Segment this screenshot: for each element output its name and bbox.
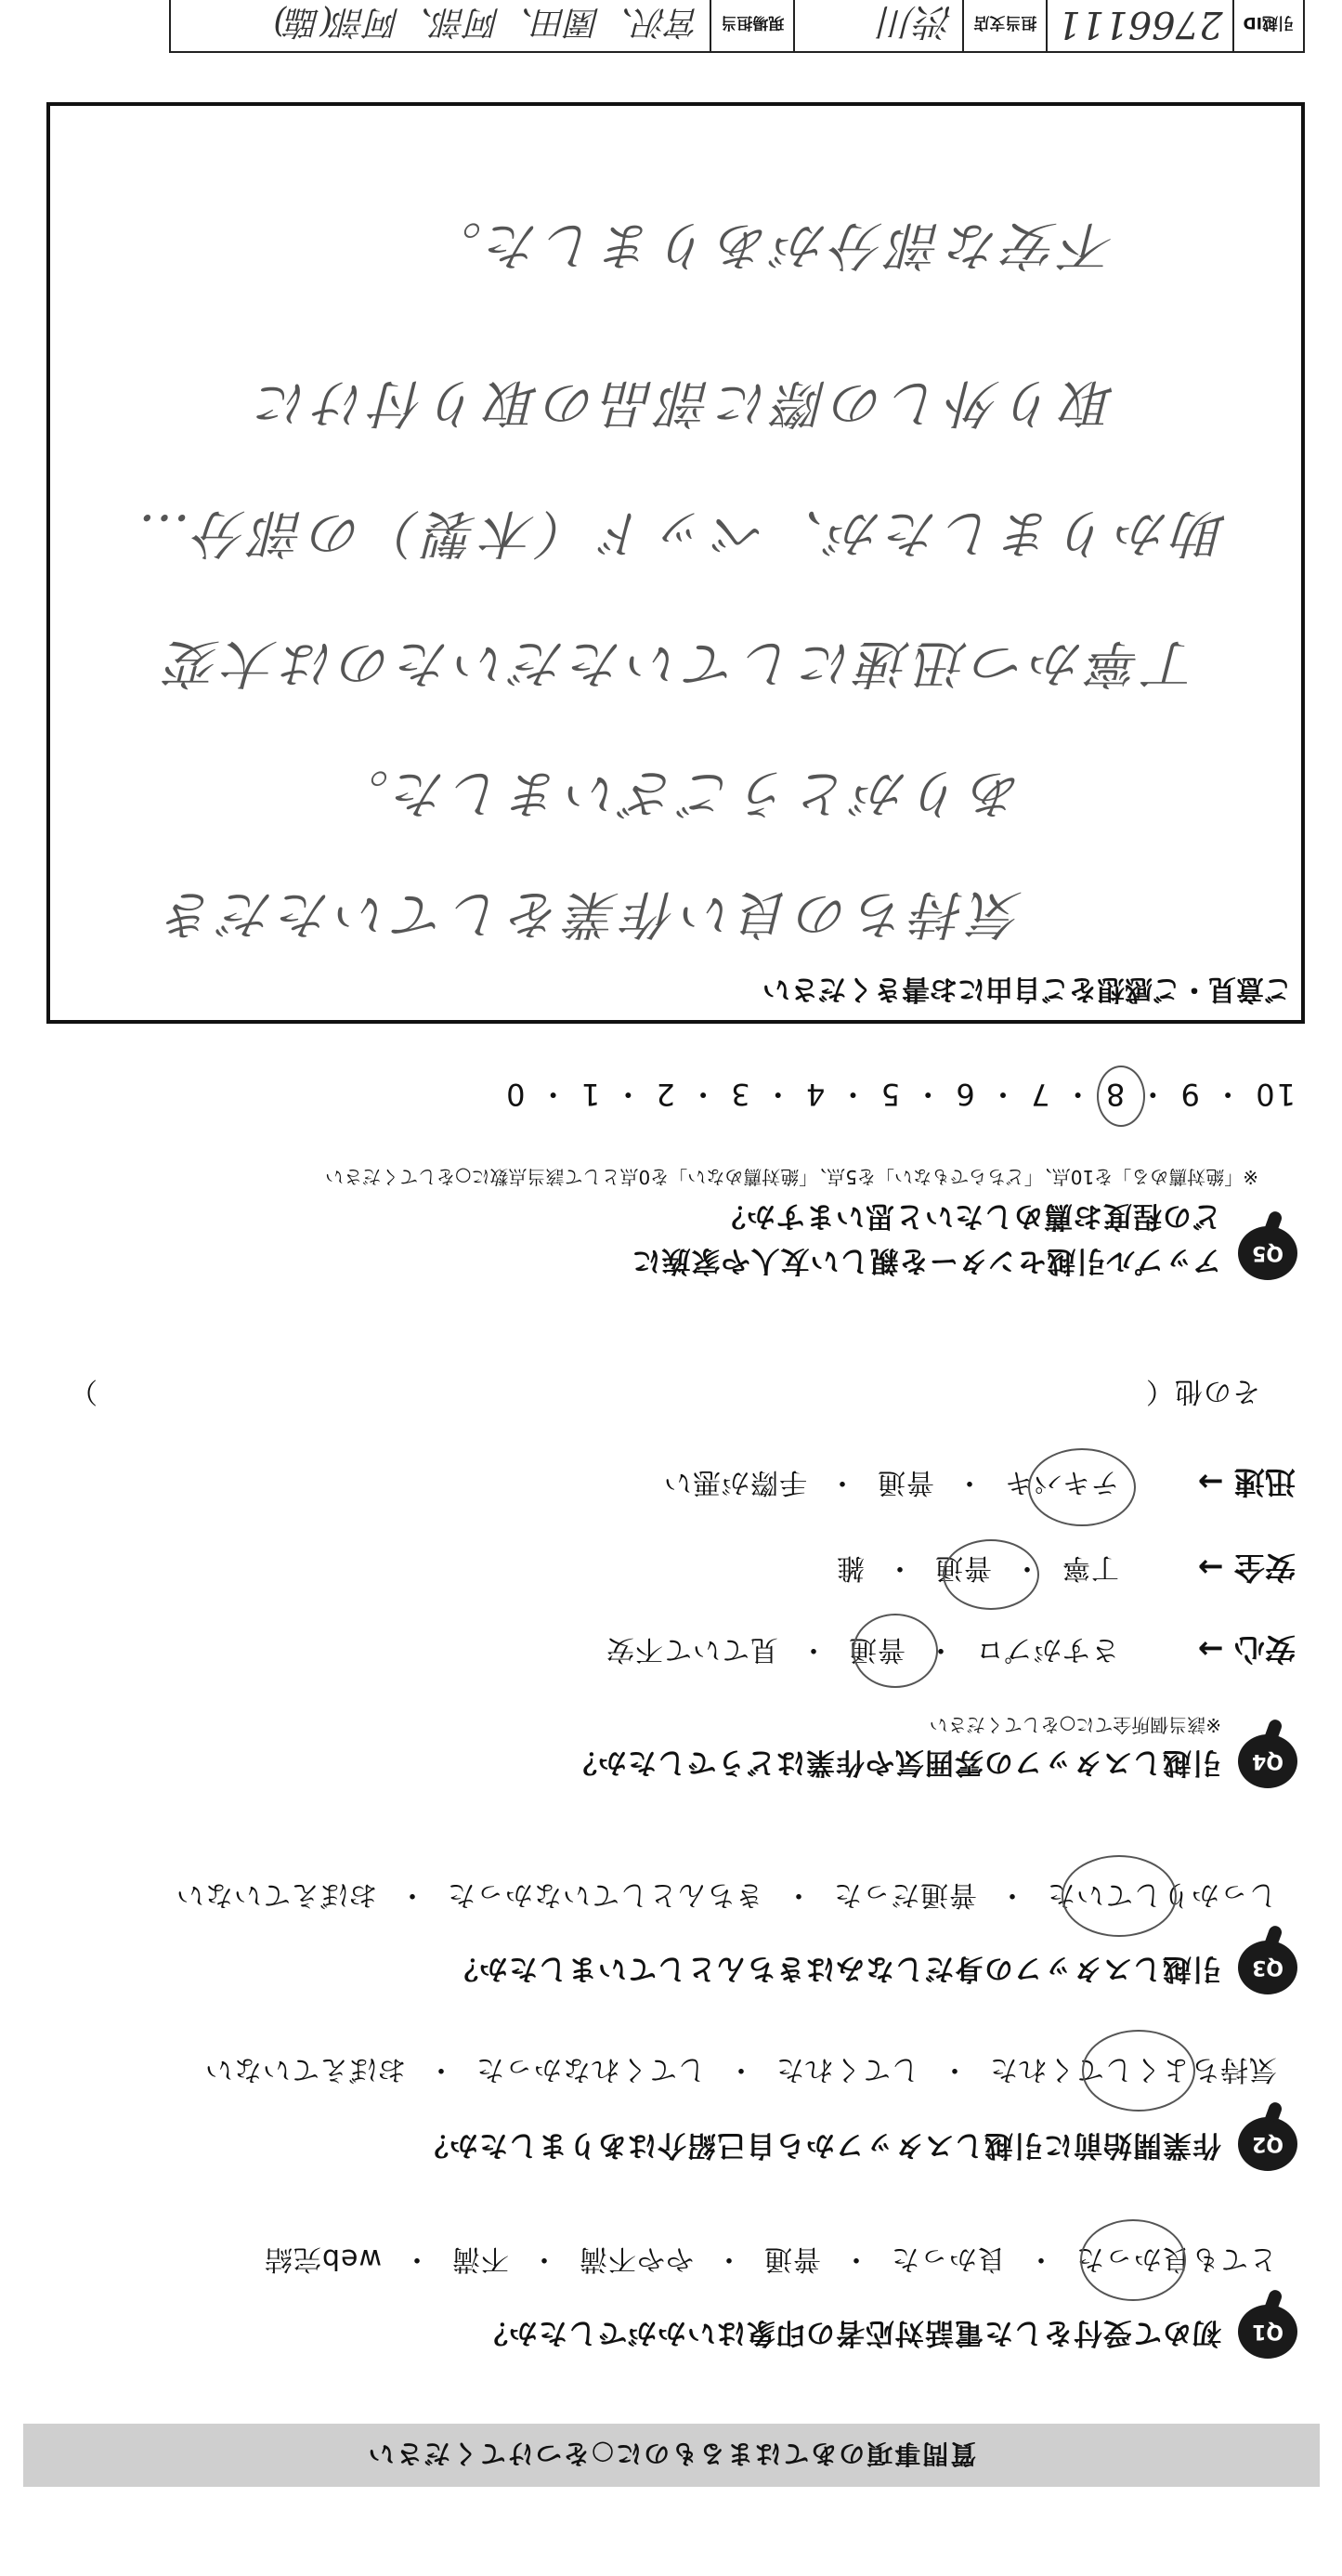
opt-safety-normal[interactable]: 普通	[934, 1551, 992, 1584]
q2-answer-circle	[1082, 2030, 1195, 2112]
opt-fuan[interactable]: 見ていて不安	[606, 1633, 778, 1666]
score-3[interactable]: 3	[729, 1077, 750, 1112]
q4-row-safety-options: 丁寧・普通・雑	[836, 1550, 1119, 1591]
q1-text: 初めて受付をした電話対応者の印象はいかがでしたか？	[478, 2316, 1221, 2349]
q4-row-speed-options: テキパキ・普通・手際が悪い	[663, 1465, 1119, 1506]
banner-text: 質問事項のあてはまるものに○をつけてください	[366, 2439, 977, 2469]
id-label: 引越ID	[1233, 0, 1304, 52]
q3-badge: Q3	[1238, 1941, 1297, 1994]
q4-badge: Q4	[1238, 1734, 1297, 1788]
q3-opt-2[interactable]: 普通だった	[833, 1878, 977, 1911]
opt-zatsu[interactable]: 雑	[836, 1551, 865, 1584]
q1-opt-4[interactable]: やや不満	[579, 2243, 694, 2275]
score-6[interactable]: 6	[954, 1077, 975, 1112]
q2-opt-1[interactable]: 気持ちよくしてくれた	[989, 2053, 1277, 2086]
q1-opt-1[interactable]: とても良かった	[1075, 2243, 1277, 2275]
q1-badge: Q1	[1238, 2305, 1297, 2359]
staff-label: 現場担当	[710, 0, 794, 52]
opt-tekipaki[interactable]: テキパキ	[1004, 1466, 1119, 1498]
opt-speed-normal[interactable]: 普通	[877, 1466, 934, 1498]
opt-teinei[interactable]: 丁寧	[1062, 1551, 1119, 1584]
q1-options: とても良かった・良かった・普通・やや不満・不満・web完結	[264, 2242, 1277, 2282]
score-4[interactable]: 4	[803, 1077, 826, 1112]
q1-opt-2[interactable]: 良かった	[891, 2243, 1006, 2275]
q5-answer-circle	[1097, 1066, 1145, 1127]
q4-row-relief-options: さすがプロ・普通・見ていて不安	[606, 1632, 1119, 1673]
score-2[interactable]: 2	[654, 1077, 675, 1112]
q4-note: ※該当個所全てに○をしてください	[929, 1714, 1221, 1736]
q2-opt-3[interactable]: してくれなかった	[476, 2053, 706, 2086]
q2-text: 作業開始前に引越しスタッフから自己紹介はありましたか？	[419, 2128, 1221, 2162]
opt-relief-normal[interactable]: 普通	[848, 1633, 906, 1666]
q4-speed-circle	[1028, 1448, 1136, 1526]
q4-other	[1145, 1374, 1260, 1415]
comment-line-6: 不安な部分がありました。	[424, 215, 1115, 275]
q3-opt-4[interactable]: おぼえていない	[176, 1878, 377, 1911]
q1-opt-3[interactable]: 普通	[763, 2243, 821, 2275]
score-7[interactable]: 7	[1029, 1077, 1050, 1112]
header-table	[47, 0, 1305, 53]
score-0[interactable]: 0	[504, 1077, 526, 1112]
q4-safety-circle	[943, 1539, 1039, 1610]
q1-answer-circle	[1080, 2219, 1186, 2301]
q3-opt-1[interactable]: しっかりしていた	[1047, 1878, 1277, 1911]
q4-row-speed-label: 迅速 →	[1197, 1464, 1296, 1500]
q3-opt-3[interactable]: きちんとしていなかった	[447, 1878, 763, 1911]
comment-title: ご意見・ご感想をご自由にお書きください	[762, 973, 1292, 1005]
opt-speed-bad[interactable]: 手際が悪い	[663, 1466, 807, 1498]
instruction-banner	[23, 2424, 1320, 2487]
q5-text-2: どの程度お薦めしたいと思いますか？	[716, 1199, 1221, 1233]
score-8[interactable]: 8	[1103, 1077, 1126, 1112]
comment-line-5: 取り外しの際に部品の取り付けに	[252, 373, 1115, 433]
comment-line-4: 助かりましたが、ベッド（木製）の部分…	[133, 503, 1227, 563]
q4-row-relief-label: 安心 →	[1197, 1631, 1296, 1667]
score-9[interactable]: 9	[1179, 1077, 1200, 1112]
q3-answer-circle	[1062, 1855, 1177, 1937]
q1-opt-6[interactable]: web完結	[263, 2243, 382, 2275]
staff-value: 宮沢、園田、阿部、阿部(臨)	[170, 0, 710, 52]
q4-other-close: ）	[69, 1375, 98, 1407]
score-10[interactable]: 10	[1254, 1077, 1296, 1112]
q1-opt-5[interactable]: 不満	[451, 2243, 509, 2275]
q4-other-label: その他（	[1145, 1375, 1260, 1407]
comment-line-2: ありがとうございました。	[332, 763, 1023, 823]
q5-note: ※「絶対薦める」を10点、「どちらでもない」を5点、「絶対薦めない」を0点として該当点数に○をしてください	[325, 1166, 1258, 1188]
comment-line-1: 気持ちの良い作業をしていただき	[159, 883, 1023, 944]
q5-text-1: アップル引越センターを親しい友人や家族に	[631, 1244, 1221, 1277]
q2-options: 気持ちよくしてくれた・してくれた・してくれなかった・おぼえていない	[204, 2052, 1277, 2093]
q2-badge: Q2	[1238, 2117, 1297, 2171]
q2-opt-2[interactable]: してくれた	[775, 2053, 919, 2086]
score-1[interactable]: 1	[579, 1077, 601, 1112]
opt-pro[interactable]: さすがプロ	[975, 1633, 1119, 1666]
q4-row-safety-label: 安全 →	[1197, 1550, 1296, 1586]
q4-text: 引越しスタッフの雰囲気や作業はどうでしたか？	[567, 1746, 1221, 1779]
q4-relief-circle	[853, 1614, 938, 1688]
q5-badge: Q5	[1238, 1226, 1297, 1280]
comment-box	[46, 102, 1305, 1024]
id-value: 2766111	[1047, 0, 1232, 52]
q2-opt-4[interactable]: おぼえていない	[204, 2053, 406, 2086]
branch-value: 渋川	[794, 0, 963, 52]
q3-text: 引越しスタッフの身だしなみはきちんとしていましたか？	[449, 1952, 1221, 1985]
comment-line-3: 丁寧かつ迅速にしていただいたのは大変	[163, 633, 1199, 693]
q3-options: しっかりしていた・普通だった・きちんとしていなかった・おぼえていない	[176, 1877, 1277, 1918]
branch-label: 担当支店	[963, 0, 1047, 52]
score-5[interactable]: 5	[879, 1077, 901, 1112]
q5-scale: 10 ・ 9 ・ 8 ・ 7 ・ 6 ・ 5 ・ 4 ・ 3 ・ 2 ・ 1 ・ 0	[504, 1077, 1296, 1112]
